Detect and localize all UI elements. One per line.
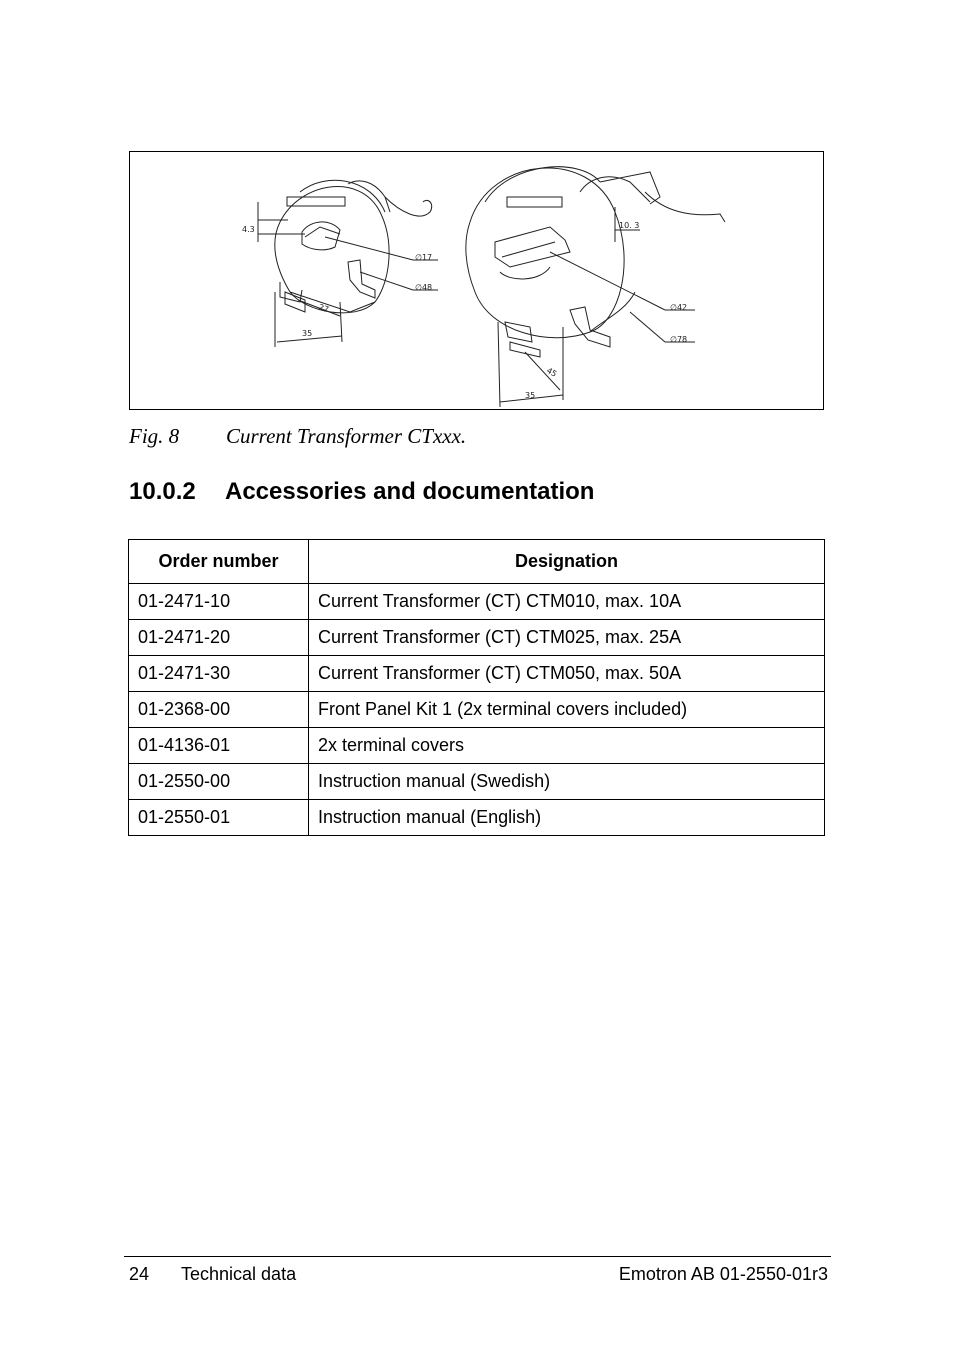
- order-number-cell: 01-2550-01: [129, 800, 309, 836]
- table-row: [129, 584, 825, 620]
- figure-caption-text: Current Transformer CTxxx.: [226, 424, 467, 448]
- designation-cell: Current Transformer (CT) CTM010, max. 10A: [309, 584, 825, 620]
- section-number: 10.0.2: [129, 478, 196, 505]
- designation-cell: Instruction manual (Swedish): [309, 764, 825, 800]
- table-row: [129, 800, 825, 836]
- designation-cell: 2x terminal covers: [309, 728, 825, 764]
- section-heading: [129, 478, 594, 506]
- footer-section-name: Technical data: [181, 1264, 297, 1284]
- dim-small-d5: 35: [302, 329, 313, 338]
- footer-divider: [124, 1256, 831, 1257]
- dim-small-d1: 4.3: [242, 225, 255, 234]
- table-header-row: [129, 540, 825, 584]
- order-number-cell: 01-2368-00: [129, 692, 309, 728]
- order-number-cell: 01-2471-10: [129, 584, 309, 620]
- designation-cell: Current Transformer (CT) CTM025, max. 25A: [309, 620, 825, 656]
- designation-cell: Instruction manual (English): [309, 800, 825, 836]
- page-number: 24: [129, 1264, 150, 1284]
- footer-left: [129, 1264, 296, 1285]
- footer-doc-reference: Emotron AB 01-2550-01r3: [618, 1264, 828, 1284]
- dim-small-d2: ∅17: [415, 253, 433, 262]
- dim-small-d4: 27: [317, 302, 330, 315]
- dim-large-d4: 45: [545, 365, 559, 379]
- section-title: Accessories and documentation: [225, 478, 595, 505]
- table-row: [129, 692, 825, 728]
- dim-large-d5: 35: [525, 391, 536, 400]
- column-header-designation: Designation: [309, 540, 825, 584]
- table-row: [129, 764, 825, 800]
- current-transformer-drawing: [130, 152, 825, 411]
- dim-large-d2: ∅42: [670, 303, 688, 312]
- table-row: [129, 656, 825, 692]
- large-transformer-drawing: [466, 167, 725, 407]
- order-number-cell: 01-2471-20: [129, 620, 309, 656]
- dim-small-d3: ∅48: [415, 283, 433, 292]
- dim-large-d1: 10. 3: [619, 221, 640, 230]
- small-transformer-drawing: [258, 180, 438, 347]
- accessories-table: [128, 539, 825, 836]
- designation-cell: Front Panel Kit 1 (2x terminal covers included): [309, 692, 825, 728]
- designation-cell: Current Transformer (CT) CTM050, max. 50A: [309, 656, 825, 692]
- order-number-cell: 01-4136-01: [129, 728, 309, 764]
- order-number-cell: 01-2471-30: [129, 656, 309, 692]
- order-number-cell: 01-2550-00: [129, 764, 309, 800]
- table-row: [129, 620, 825, 656]
- table-row: [129, 728, 825, 764]
- dim-large-d3: ∅78: [670, 335, 688, 344]
- figure-current-transformer: [129, 151, 824, 410]
- figure-number: Fig. 8: [129, 424, 180, 448]
- column-header-order-number: Order number: [129, 540, 309, 584]
